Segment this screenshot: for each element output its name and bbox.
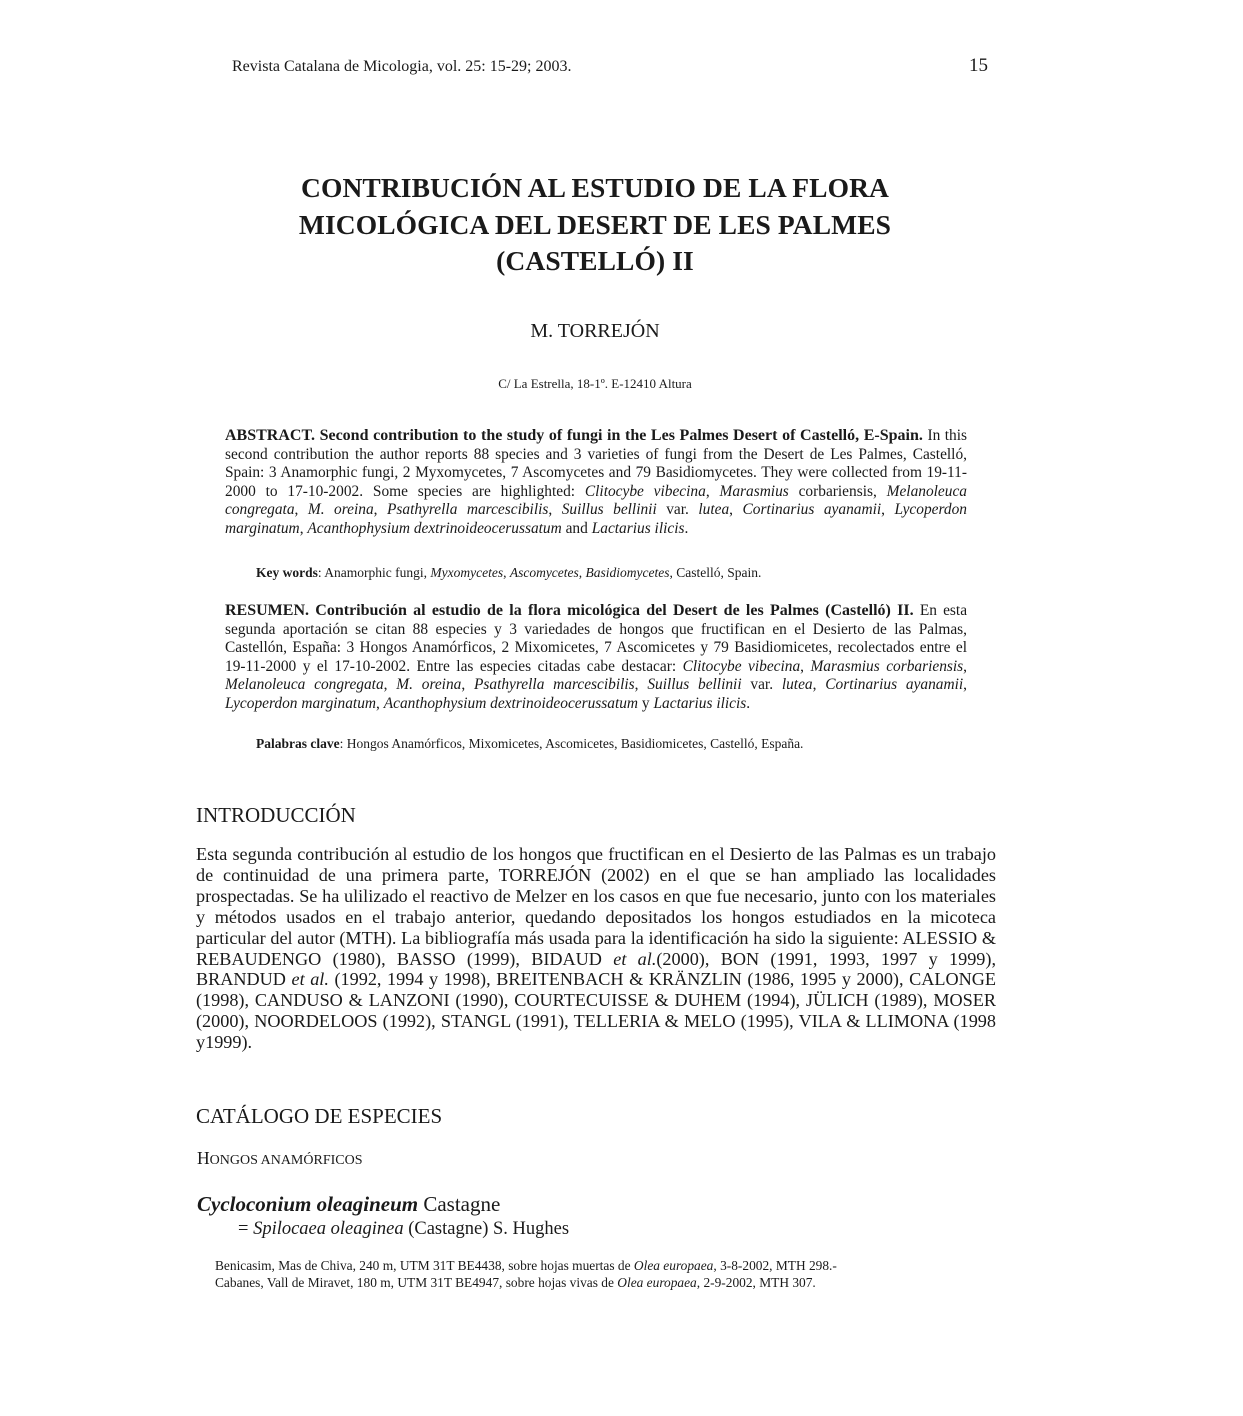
- author-name: M. TORREJÓN: [530, 320, 660, 342]
- species-name: Psathyrella marcescibilis: [474, 676, 635, 694]
- title-line-2: MICOLÓGICA DEL DESERT DE LES PALMES: [298, 208, 892, 240]
- hongos-anamorficos-subheading: [197, 1148, 363, 1169]
- species-name: Lactarius ilicis: [653, 694, 747, 712]
- abstract-heading: Second contribution to the study of fungi in the Les Palmes Desert of Castelló, E-Spain: [319, 427, 919, 444]
- intro-text: (2000), BON (1991, 1993, 1997 y 1999), BRANDUD: [196, 948, 996, 990]
- record-2: [215, 1274, 995, 1291]
- keyword-italic: Ascomycetes: [509, 565, 579, 580]
- species-name: M. oreina: [307, 501, 374, 519]
- abstract-label: ABSTRACT: [225, 427, 311, 444]
- species-name: Lycoperdon marginatum: [225, 694, 377, 712]
- species-name: M. oreina: [396, 676, 462, 694]
- species-name: Marasmius corbariensis: [810, 657, 964, 675]
- species-name: Cortinarius ayanamii: [742, 501, 882, 519]
- keyword-italic: Basidiomycetes: [585, 565, 670, 580]
- journal-citation: Revista Catalana de Micologia, vol. 25: 15-29; 2003.: [232, 58, 572, 75]
- introduccion-heading: INTRODUCCIÓN: [196, 803, 356, 827]
- record-text: , 3-8-2002, MTH 298.-: [713, 1258, 837, 1273]
- record-1: [215, 1257, 995, 1274]
- introduccion-body: [196, 844, 996, 1053]
- species-name: Suillus bellinii: [561, 501, 657, 519]
- keywords: Key words: Anamorphic fungi, Myxomycetes, Ascomycetes, Basidiomycetes, Castelló, Spain.: [256, 565, 762, 580]
- title-line-3: (CASTELLÓ) II: [496, 245, 694, 276]
- abstract-text: In this second contribution the author reports 88 species and 3 varieties of fungi from the Desert de Les Palmes, Castelló, Spain: 3 Anamorphic fungi, 2 Myxomycetes, 7 Ascomycetes and 79 Basidiomycetes. They were collected from 19-11-2000 to 17-10-2002. Some species are highlighted:: [225, 427, 968, 500]
- species-name: Cortinarius ayanamii: [825, 676, 964, 694]
- catalogo-heading: CATÁLOGO DE ESPECIES: [196, 1104, 443, 1128]
- species-name: Melanoleuca congregata: [225, 676, 384, 694]
- resumen: RESUMEN. Contribución al estudio de la flora micológica del Desert de les Palmes (Castelló) II. En esta segunda aportación se citan 88 especies y 3 variedades de hongos que fructifican en el Desierto de las Palmas, Castellón, España: 3 Hongos Anamórficos, 2 Mixomicetes, 7 Ascomicetes y 79 Basidiomicetes, recolectados entre el 19-11-2000 y el 17-10-2002. Entre las especies citadas cabe destacar: Clitocybe vibecina, Marasmius corbariensis, Melanoleuca congregata, M. oreina, Psathyrella marcescibilis, Suillus bellinii var. lutea, Cortinarius ayanamii, Lycoperdon marginatum, Acanthophysium dextrinoideocerussatum y Lactarius ilicis.: [225, 602, 968, 712]
- palabras-clave: Palabras clave: Hongos Anamórficos, Mixomicetes, Ascomicetes, Basidiomicetes, Castelló, España.: [256, 736, 804, 751]
- record-text: Benicasim, Mas de Chiva, 240 m, UTM 31T BE4438, sobre hojas muertas de: [215, 1258, 631, 1273]
- species-name: lutea: [698, 501, 730, 519]
- species-name: Suillus bellinii: [647, 676, 742, 694]
- species-records: [215, 1257, 995, 1291]
- abstract-text: and: [565, 519, 588, 537]
- species-name: lutea: [781, 676, 813, 694]
- resumen-text: var.: [750, 676, 774, 694]
- palabras-clave-label: Palabras clave: [256, 736, 340, 751]
- palabras-clave-text: Hongos Anamórficos, Mixomicetes, Ascomicetes, Basidiomicetes, Castelló, España.: [346, 736, 804, 751]
- host-name: Olea europaea: [633, 1258, 714, 1273]
- intro-text: (1992, 1994 y 1998), BREITENBACH & KRÄNZLIN (1986, 1995 y 2000), CALONGE (1998), CANDUSO & LANZONI (1990), COURTECUISSE & DUHEM (1994), JÜLICH (1989), MOSER (2000), NOORDELOOS (1992), STANGL (1991), TELLERIA & MELO (1995), VILA & LLIMONA (1998 y1999).: [196, 969, 996, 1053]
- species-name: Psathyrella marcescibilis: [387, 501, 549, 519]
- subheading-rest: ONGOS ANAMÓRFICOS: [209, 1153, 363, 1168]
- species-name: Cycloconium oleagineum: [197, 1192, 419, 1216]
- synonym-name: Spilocaea oleaginea: [253, 1219, 404, 1239]
- keywords-text: Castelló, Spain.: [676, 565, 762, 580]
- title-line-1: CONTRIBUCIÓN AL ESTUDIO DE LA FLORA: [301, 172, 889, 203]
- keyword-italic: Myxomycetes: [430, 565, 504, 580]
- keywords-label: Key words: [256, 565, 318, 580]
- resumen-heading: Contribución al estudio de la flora micológica del Desert de les Palmes (Castelló) II: [315, 602, 910, 619]
- species-name: Acanthophysium dextrinoideocerussatum: [307, 519, 562, 537]
- species-name: Marasmius: [719, 482, 789, 500]
- species-name: Melanoleuca congregata: [225, 482, 967, 519]
- synonym-authority: (Castagne) S. Hughes: [408, 1219, 570, 1239]
- intro-text: Esta segunda contribución al estudio de los hongos que fructifican en el Desierto de las Palmas es un trabajo de continuidad de una primera parte, TORREJÓN (2002) en el que se han ampliado las localidades prospectadas. Se ha ulilizado el reactivo de Melzer en los casos en que fue necesario, junto con los materiales y métodos usados en el trabajo anterior, quedando depositados los hongos estudiados en la micoteca particular del autor (MTH). La bibliografía más usada para la identificación ha sido la siguiente: ALESSIO & REBAUDENGO (1980), BASSO (1999), BIDAUD: [196, 844, 996, 969]
- abstract-text: corbariensis,: [798, 482, 877, 500]
- host-name: Olea europaea: [617, 1275, 697, 1290]
- resumen-label: RESUMEN: [225, 602, 306, 619]
- record-text: , 2-9-2002, MTH 307.: [696, 1275, 816, 1290]
- species-name: Acanthophysium dextrinoideocerussatum: [383, 694, 639, 712]
- synonym-sign: =: [238, 1219, 249, 1239]
- resumen-text: En esta segunda aportación se citan 88 especies y 3 variedades de hongos que fructifican en el Desierto de las Palmas, Castellón, España: 3 Hongos Anamórficos, 2 Mixomicetes, 7 Ascomicetes y 79 Basidiomicetes, recolectados entre el 19-11-2000 y el 17-10-2002. Entre las especies citadas cabe destacar:: [225, 602, 968, 675]
- et-al: et al.: [613, 948, 657, 969]
- species-name: Clitocybe vibecina: [584, 482, 706, 500]
- keywords-text: Anamorphic fungi,: [324, 565, 427, 580]
- species-synonym: [238, 1219, 569, 1240]
- species-name: Lactarius ilicis: [591, 519, 685, 537]
- species-entry: [197, 1192, 500, 1217]
- species-authority: Castagne: [423, 1192, 501, 1216]
- abstract: ABSTRACT. Second contribution to the study of fungi in the Les Palmes Desert of Castelló, E-Spain. In this second contribution the author reports 88 species and 3 varieties of fungi from the Desert de Les Palmes, Castelló, Spain: 3 Anamorphic fungi, 2 Myxomycetes, 7 Ascomycetes and 79 Basidiomycetes. They were collected from 19-11-2000 to 17-10-2002. Some species are highlighted: Clitocybe vibecina, Marasmius corbariensis, Melanoleuca congregata, M. oreina, Psathyrella marcescibilis, Suillus bellinii var. lutea, Cortinarius ayanamii, Lycoperdon marginatum, Acanthophysium dextrinoideocerussatum and Lactarius ilicis.: [225, 427, 968, 537]
- species-name: Lycoperdon marginatum: [225, 501, 967, 537]
- subheading-initial: H: [197, 1148, 210, 1168]
- abstract-text: var.: [666, 501, 689, 519]
- record-text: Cabanes, Vall de Miravet, 180 m, UTM 31T BE4947, sobre hojas vivas de: [215, 1275, 614, 1290]
- author-address: C/ La Estrella, 18-1º. E-12410 Altura: [498, 376, 692, 391]
- species-name: Clitocybe vibecina: [682, 657, 801, 675]
- running-head: [232, 55, 992, 77]
- article-title: [230, 170, 960, 280]
- page-number: 15: [969, 55, 988, 76]
- et-al: et al.: [291, 969, 329, 990]
- resumen-text: y: [641, 694, 650, 712]
